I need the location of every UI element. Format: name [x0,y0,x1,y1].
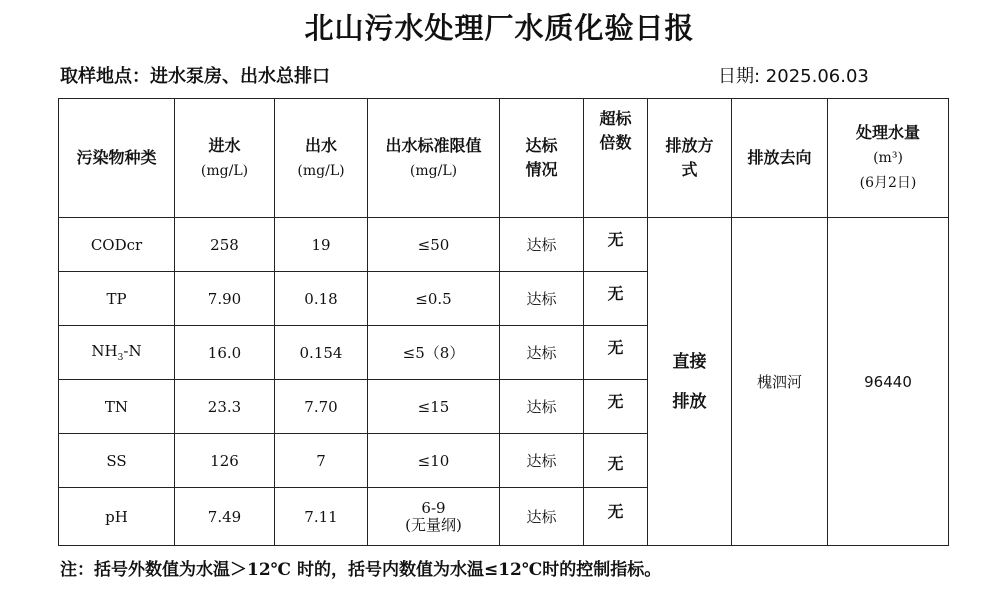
header-limit: 出水标准限值 (mg/L) [368,99,500,218]
header-volume: 处理水量 (m³) (6月2日) [828,99,949,218]
outflow-value: 0.154 [275,326,368,380]
outflow-value: 7.11 [275,488,368,546]
header-pollutant: 污染物种类 [59,99,175,218]
header-outflow: 出水 (mg/L) [275,99,368,218]
limit-value: 6-9 (无量纲) [368,488,500,546]
inflow-value: 258 [175,218,275,272]
status-value: 达标 [500,488,584,546]
sampling-location: 取样地点：进水泵房、出水总排口 [60,66,330,87]
report-date: 日期: 2025.06.03 [718,66,869,87]
discharge-method-line2: 排放 [672,391,707,412]
header-status: 达标情况 [500,99,584,218]
limit-value: ≤50 [368,218,500,272]
discharge-destination: 槐泗河 [732,218,828,546]
header-exceed: 超标倍数 [584,99,648,218]
pollutant-name: pH [59,488,175,546]
inflow-value: 16.0 [175,326,275,380]
exceed-value: 无 [584,488,648,546]
limit-value: ≤5（8） [368,326,500,380]
limit-value: ≤0.5 [368,272,500,326]
header-discharge-method: 排放方式 [648,99,732,218]
inflow-value: 7.49 [175,488,275,546]
exceed-value: 无 [584,272,648,326]
inflow-value: 126 [175,434,275,488]
outflow-value: 7.70 [275,380,368,434]
status-value: 达标 [500,380,584,434]
discharge-method-line1: 直接 [672,351,707,372]
exceed-value: 无 [584,326,648,380]
treated-volume: 96440 [828,218,949,546]
inflow-value: 23.3 [175,380,275,434]
status-value: 达标 [500,434,584,488]
status-value: 达标 [500,272,584,326]
pollutant-name: TP [59,272,175,326]
exceed-value: 无 [584,434,648,488]
table-row [59,218,949,272]
header-inflow: 进水 (mg/L) [175,99,275,218]
status-value: 达标 [500,326,584,380]
pollutant-name: SS [59,434,175,488]
exceed-value: 无 [584,380,648,434]
table-header-row [59,99,949,218]
pollutant-name: TN [59,380,175,434]
exceed-value: 无 [584,218,648,272]
pollutant-name: CODcr [59,218,175,272]
limit-value: ≤15 [368,380,500,434]
status-value: 达标 [500,218,584,272]
discharge-method-cell [648,218,732,546]
limit-value: ≤10 [368,434,500,488]
header-discharge-dest: 排放去向 [732,99,828,218]
outflow-value: 7 [275,434,368,488]
pollutant-name: $NH_3-N$ [59,326,175,380]
water-quality-table [58,98,949,546]
footnote: 注：括号外数值为水温＞12℃ 时的，括号内数值为水温≤12℃时的控制指标。 [60,560,662,580]
page-title: 北山污水处理厂水质化验日报 [304,11,695,45]
outflow-value: 0.18 [275,272,368,326]
outflow-value: 19 [275,218,368,272]
inflow-value: 7.90 [175,272,275,326]
